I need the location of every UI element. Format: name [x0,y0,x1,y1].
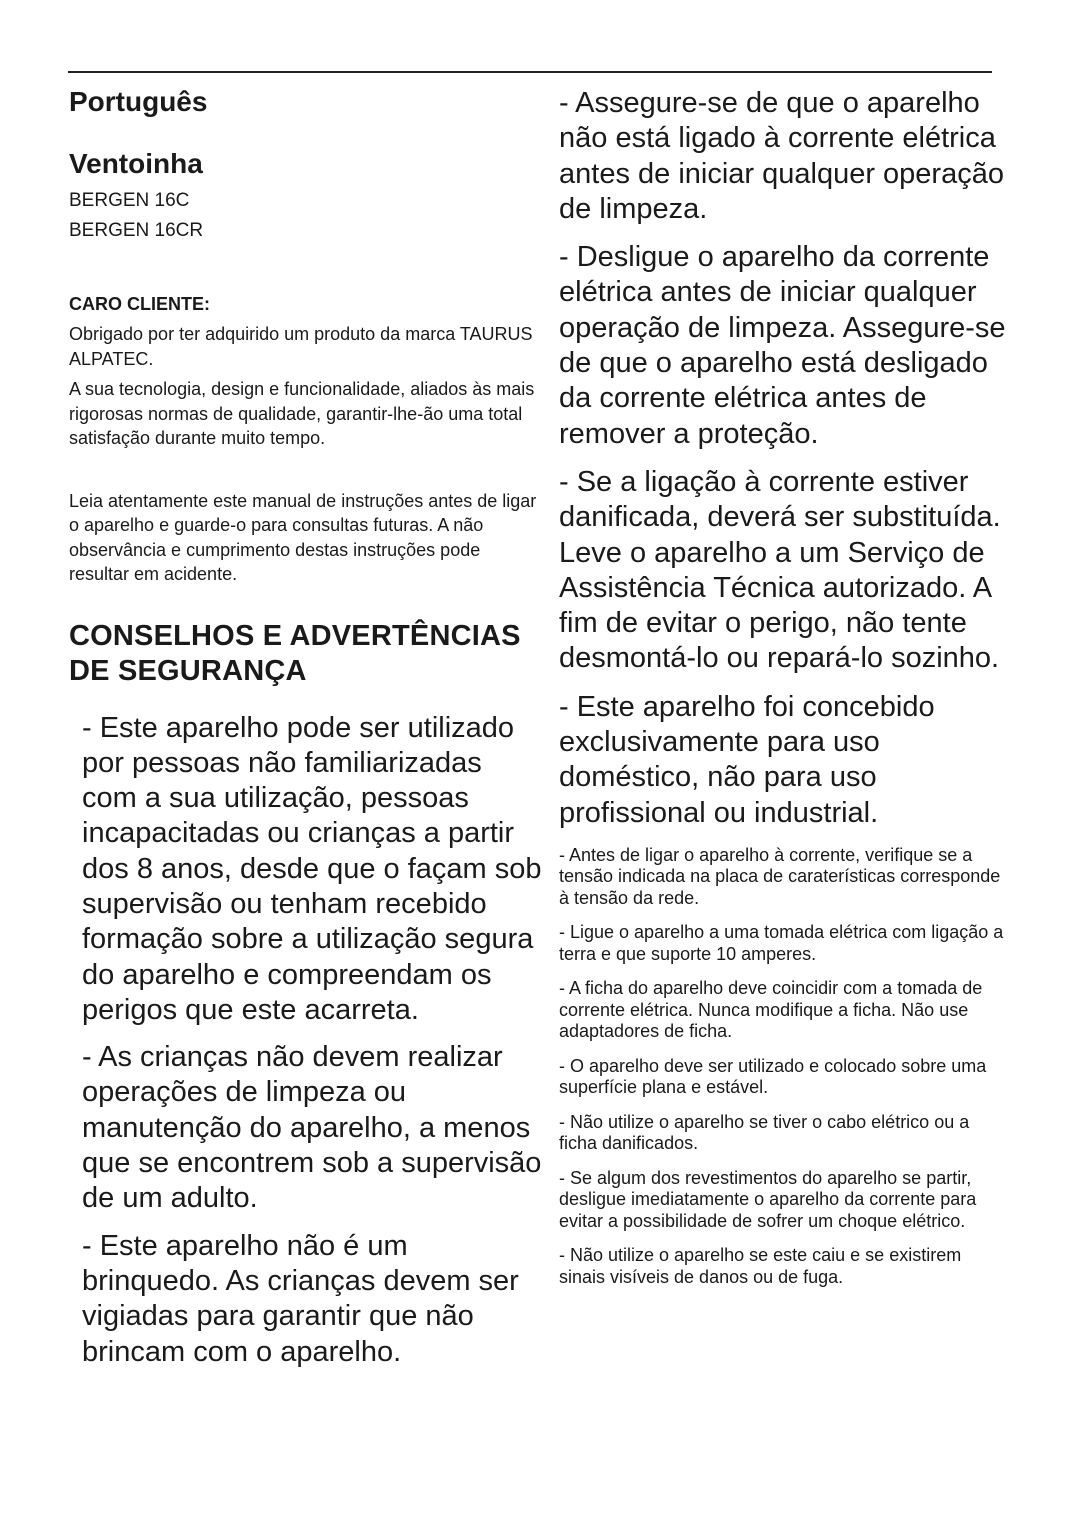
greeting: CARO CLIENTE: [69,294,210,314]
thanks-text: Obrigado por ter adquirido um produto da marca TAURUS ALPATEC. [69,324,533,369]
safety-note: - Se algum dos revestimentos do aparelho se partir, desligue imediatamente o aparelho da corrente para evitar a possibilidade de sofrer um choque elétrico. [559,1167,977,1231]
safety-item: - Assegure-se de que o aparelho não está ligado à corrente elétrica antes de iniciar qualquer operação de limpeza. [559,87,1004,225]
safety-note: - O aparelho deve ser utilizado e colocado sobre uma superfície plana e estável. [559,1055,987,1098]
safety-item: - Se a ligação à corrente estiver danificada, deverá ser substituída. Leve o aparelho a um Serviço de Assistência Técnica autorizado. A fim de evitar o perigo, não tente desmontá-lo ou repará-lo sozinho. [559,465,1001,675]
left-column [69,84,544,1382]
safety-note: - Não utilize o aparelho se este caiu e se existirem sinais visíveis de danos ou de fuga. [559,1245,962,1287]
safety-item: - Este aparelho pode ser utilizado por pessoas não familiarizadas com a sua utilização, pessoas incapacitadas ou crianças a partir dos 8 anos, desde que o façam sob supervisão ou tenham recebido formação sobre a utilização segura do aparelho e compreendam os perigos que este acarreta. [82,711,542,1026]
safety-item: - Desligue o aparelho da corrente elétrica antes de iniciar qualquer operação de limpeza. Assegure-se de que o aparelho está desligado da corrente elétrica antes de remover a proteção. [559,241,1006,450]
model-2: BERGEN 16CR [69,220,204,241]
header-rule [68,71,992,73]
safety-note: - Não utilize o aparelho se tiver o cabo elétrico ou a ficha danificados. [559,1111,970,1154]
safety-item: - As crianças não devem realizar operações de limpeza ou manutenção do aparelho, a menos que se encontrem sob a supervisão de um adulto. [82,1041,542,1215]
safety-title: CONSELHOS E ADVERTÊNCIAS DE SEGURANÇA [69,619,521,687]
safety-item: - Este aparelho foi concebido exclusivamente para uso doméstico, não para uso profissional ou industrial. [559,690,935,829]
safety-note: - Antes de ligar o aparelho à corrente, verifique se a tensão indicada na placa de caraterísticas corresponde à tensão da rede. [559,844,1001,908]
technology-text: A sua tecnologia, design e funcionalidade, aliados às mais rigorosas normas de qualidade, garantir-lhe-ão uma total satisfação durante muito tempo. [69,379,535,448]
read-manual-text: Leia atentamente este manual de instruções antes de ligar o aparelho e guarde-o para consultas futuras. A não observância e cumprimento destas instruções pode resultar em acidente. [69,490,537,584]
language-heading: Português [69,86,208,117]
right-column [559,84,1009,1301]
model-1: BERGEN 16C [69,190,190,211]
product-name: Ventoinha [69,148,203,179]
safety-item: - Este aparelho não é um brinquedo. As crianças devem ser vigiadas para garantir que não brincam com o aparelho. [82,1229,519,1368]
safety-note: - Ligue o aparelho a uma tomada elétrica com ligação a terra e que suporte 10 amperes. [559,922,1004,964]
safety-note: - A ficha do aparelho deve coincidir com a tomada de corrente elétrica. Nunca modifique a ficha. Não use adaptadores de ficha. [559,978,983,1042]
